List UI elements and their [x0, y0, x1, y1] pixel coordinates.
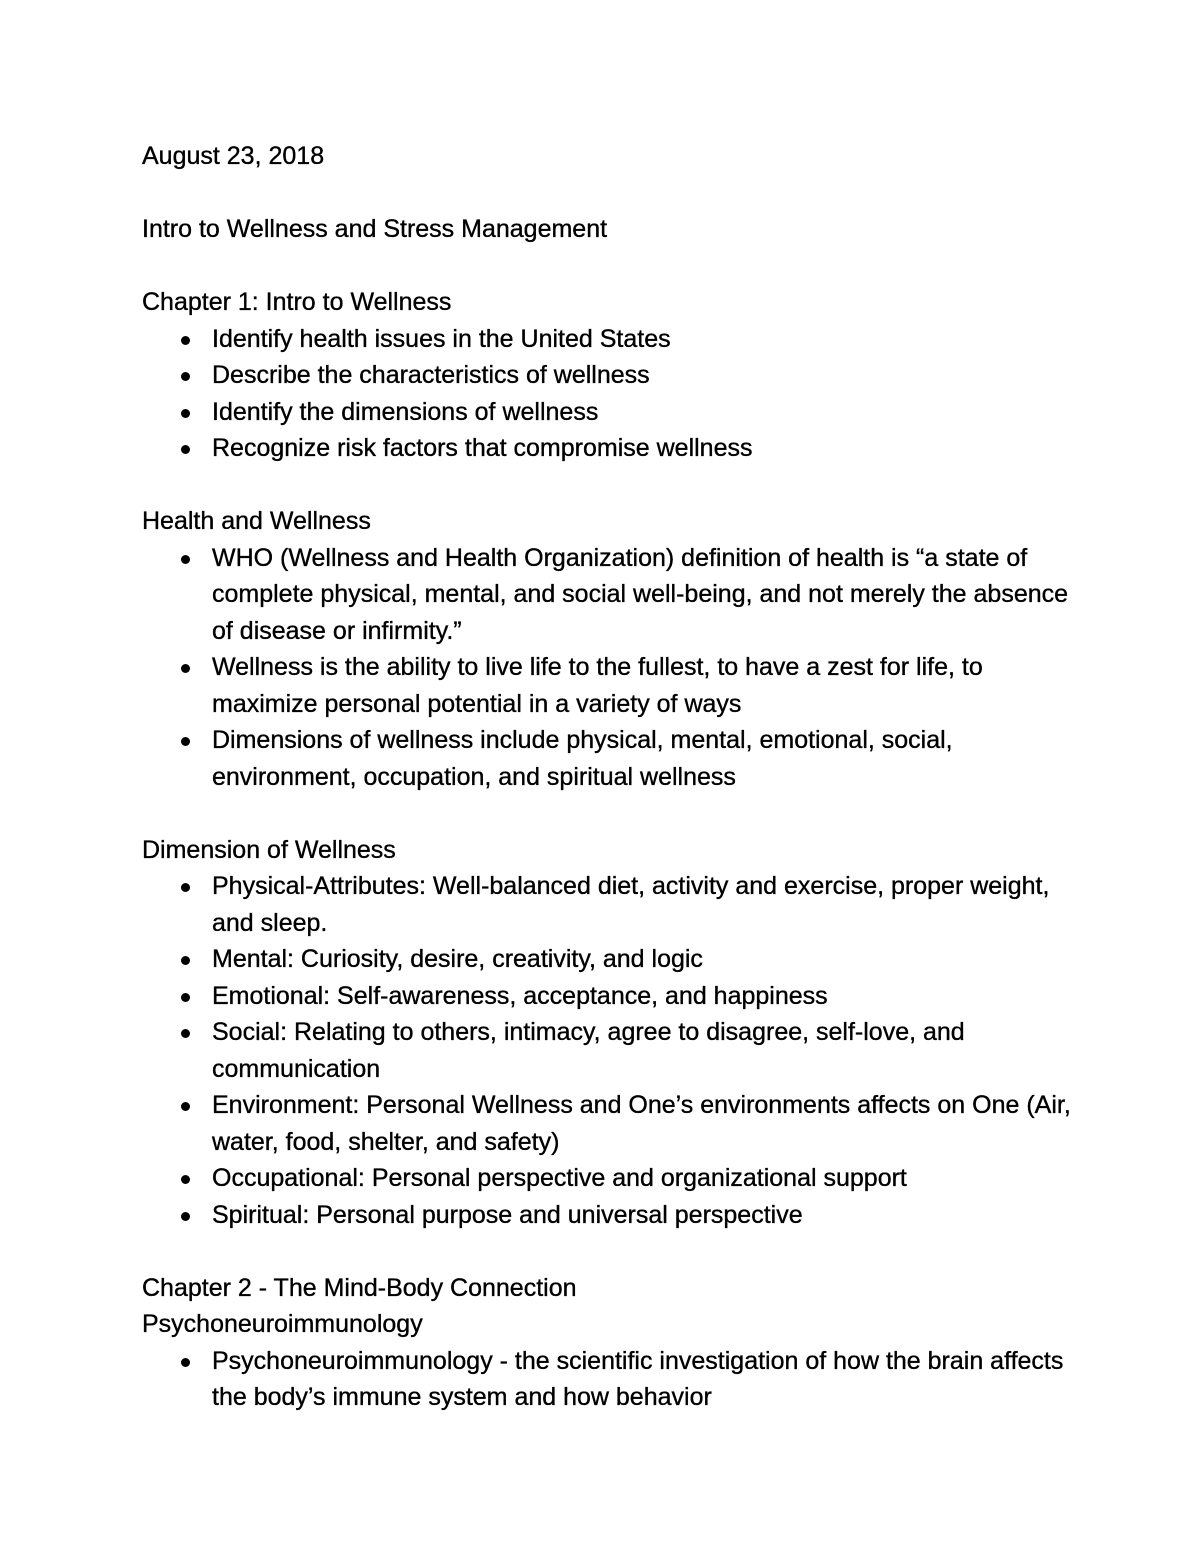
list-item: Environment: Personal Wellness and One’s environments affects on One (Air, water, food, shelter, and safety)	[142, 1087, 1072, 1160]
bullet-icon	[181, 1358, 190, 1367]
bullet-icon	[181, 372, 190, 381]
spacer	[142, 467, 1072, 504]
list-item: Wellness is the ability to live life to the fullest, to have a zest for life, to maximize personal potential in a variety of ways	[142, 649, 1072, 722]
section-heading-dimension-of-wellness: Dimension of Wellness	[142, 835, 396, 864]
spacer	[142, 1233, 1072, 1270]
bullet-icon	[181, 1175, 190, 1184]
list-item: Spiritual: Personal purpose and universal perspective	[142, 1197, 1072, 1234]
list-item: Psychoneuroimmunology - the scientific investigation of how the brain affects the body’s immune system and how behavior	[142, 1343, 1072, 1416]
bullet-icon	[181, 883, 190, 892]
list-item: Identify the dimensions of wellness	[142, 394, 1072, 431]
course-title: Intro to Wellness and Stress Management	[142, 215, 608, 243]
spacer	[142, 175, 1072, 212]
list-item: Describe the characteristics of wellness	[142, 357, 1072, 394]
list-item: Occupational: Personal perspective and organizational support	[142, 1160, 1072, 1197]
section-heading-chapter-1: Chapter 1: Intro to Wellness	[142, 288, 452, 316]
document-date: August 23, 2018	[142, 142, 325, 170]
bullet-icon	[181, 445, 190, 454]
list-item: Social: Relating to others, intimacy, agree to disagree, self-love, and communication	[142, 1014, 1072, 1087]
list-item: Emotional: Self-awareness, acceptance, and happiness	[142, 978, 1072, 1015]
bullet-icon	[181, 737, 190, 746]
list-item: Physical-Attributes: Well-balanced diet, activity and exercise, proper weight, and sleep.	[142, 868, 1072, 941]
bullet-icon	[181, 993, 190, 1002]
bullet-icon	[181, 956, 190, 965]
bullet-icon	[181, 409, 190, 418]
bullet-list-chapter-2	[142, 1343, 1072, 1416]
section-heading-chapter-2: Chapter 2 - The Mind-Body Connection	[142, 1273, 577, 1302]
bullet-icon	[181, 555, 190, 564]
bullet-icon	[181, 1029, 190, 1038]
document-page	[142, 138, 1072, 1416]
bullet-list-dimension-of-wellness	[142, 868, 1072, 1233]
list-item: WHO (Wellness and Health Organization) definition of health is “a state of complete physical, mental, and social well-being, and not merely the absence of disease or infirmity.”	[142, 540, 1072, 650]
spacer	[142, 248, 1072, 285]
bullet-list-health-and-wellness	[142, 540, 1072, 796]
list-item: Identify health issues in the United States	[142, 321, 1072, 358]
list-item: Recognize risk factors that compromise wellness	[142, 430, 1072, 467]
bullet-icon	[181, 1212, 190, 1221]
bullet-list-chapter-1	[142, 321, 1072, 467]
bullet-icon	[181, 664, 190, 673]
subheading-psychoneuroimmunology: Psychoneuroimmunology	[142, 1310, 423, 1338]
section-heading-health-and-wellness: Health and Wellness	[142, 507, 371, 535]
bullet-icon	[181, 336, 190, 345]
bullet-icon	[181, 1102, 190, 1111]
list-item: Mental: Curiosity, desire, creativity, and logic	[142, 941, 1072, 978]
spacer	[142, 795, 1072, 832]
list-item: Dimensions of wellness include physical, mental, emotional, social, environment, occupation, and spiritual wellness	[142, 722, 1072, 795]
